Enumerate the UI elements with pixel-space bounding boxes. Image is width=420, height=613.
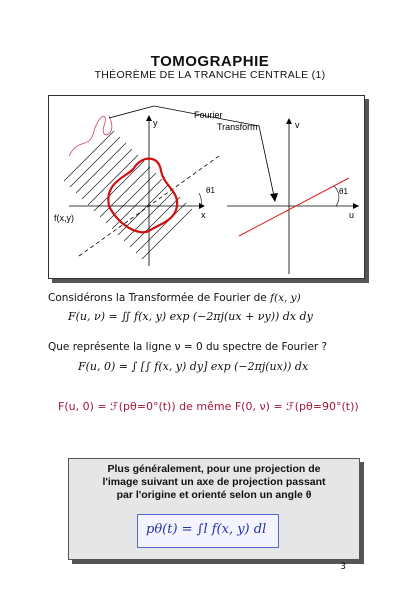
tomography-figure (48, 95, 365, 279)
projection-profile (69, 116, 112, 156)
figure-diagram (49, 96, 364, 278)
intro-text: Considérons la Transformée de Fourier de (48, 292, 271, 304)
fig-label-theta-right: θ1 (339, 187, 348, 196)
red-equation: F(u, 0) = ℱ(pθ=0°(t)) de même F(0, ν) = ℱ(pθ=90°(t)) (58, 400, 359, 413)
question-line: Que représente la ligne ν = 0 du spectre de Fourier ? (48, 341, 328, 353)
projection-formula-box (137, 514, 279, 548)
equation-1: F(u, ν) = ∬ f(x, y) exp (−2πj(ux + νy)) dx dy (68, 310, 313, 323)
page-number: 3 (340, 562, 346, 572)
fig-label-theta-left: θ1 (206, 186, 215, 195)
callout-line-3: par l'origine et orienté selon un angle θ (116, 489, 312, 501)
fig-label-x: x (201, 210, 206, 220)
page-subtitle: THÉORÈME DE LA TRANCHE CENTRALE (1) (94, 69, 326, 81)
fig-label-fourier: Fourier (194, 110, 223, 120)
projection-formula: pθ(t) = ∫l f(x, y) dl (146, 522, 267, 537)
equation-2: F(u, 0) = ∫ [∫ f(x, y) dy] exp (−2πj(ux)) dx (78, 360, 309, 373)
object-contour (108, 159, 177, 233)
callout-text (69, 463, 359, 502)
generalization-callout (68, 458, 360, 560)
fig-label-transform: Transform (217, 122, 258, 132)
fig-label-u: u (349, 210, 355, 220)
intro-line (48, 292, 301, 304)
callout-line-1: Plus généralement, pour une projection de (107, 463, 321, 475)
callout-line-2: l'image suivant un axe de projection passant (102, 476, 326, 488)
fig-label-fxy: f(x,y) (54, 213, 74, 223)
intro-math: f(x, y) (270, 292, 301, 304)
page-title: TOMOGRAPHIE (150, 53, 270, 70)
fig-label-y: y (153, 118, 158, 128)
fig-label-v: v (295, 120, 300, 130)
